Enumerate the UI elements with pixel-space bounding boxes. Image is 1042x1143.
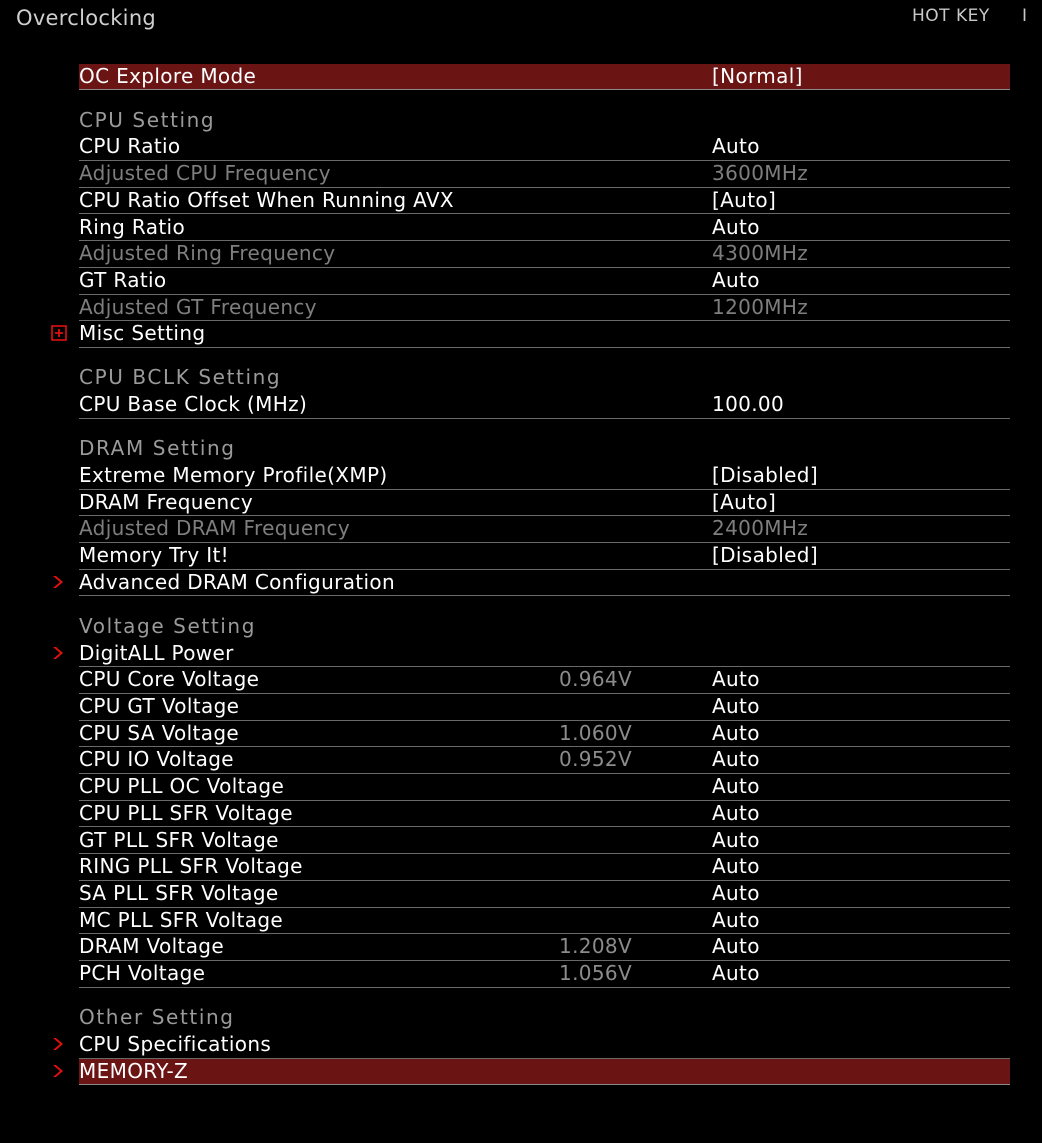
setting-label: CPU SA Voltage bbox=[79, 720, 240, 745]
setting-row-cpu-gt-voltage[interactable] bbox=[79, 694, 1010, 721]
setting-row-xmp[interactable] bbox=[79, 463, 1010, 490]
setting-label: Adjusted GT Frequency bbox=[79, 294, 317, 319]
setting-value[interactable]: [Disabled] bbox=[712, 543, 818, 568]
setting-row-sa-pll-sfr-voltage[interactable] bbox=[79, 881, 1010, 908]
setting-row-dram-voltage[interactable] bbox=[79, 934, 1010, 961]
setting-row-cpu-io-voltage[interactable] bbox=[79, 747, 1010, 774]
setting-row-cpu-specifications[interactable] bbox=[79, 1032, 1010, 1059]
setting-value[interactable]: [Normal] bbox=[712, 63, 803, 88]
setting-label: CPU GT Voltage bbox=[79, 694, 240, 718]
setting-label: CPU Ratio bbox=[79, 134, 181, 159]
setting-row-gt-pll-sfr-voltage[interactable] bbox=[79, 828, 1010, 855]
expand-plus-icon[interactable] bbox=[51, 325, 67, 341]
setting-label: RING PLL SFR Voltage bbox=[79, 854, 303, 879]
setting-value[interactable]: Auto bbox=[712, 720, 760, 745]
setting-row-adjusted-dram-frequency bbox=[79, 516, 1010, 543]
setting-label: GT Ratio bbox=[79, 267, 167, 292]
section-header-label: Voltage Setting bbox=[79, 613, 256, 638]
setting-row-adjusted-ring-frequency bbox=[79, 241, 1010, 268]
page-title: Overclocking bbox=[16, 6, 157, 30]
setting-row-misc-setting[interactable] bbox=[79, 321, 1010, 348]
setting-label: DRAM Frequency bbox=[79, 489, 254, 514]
setting-value: 3600MHz bbox=[712, 161, 809, 186]
hotkey-button[interactable]: HOT KEY bbox=[912, 6, 990, 26]
setting-row-cpu-pll-oc-voltage[interactable] bbox=[79, 774, 1010, 801]
section-header-label: DRAM Setting bbox=[79, 436, 236, 461]
setting-label: CPU PLL SFR Voltage bbox=[79, 800, 293, 825]
setting-row-cpu-core-voltage[interactable] bbox=[79, 667, 1010, 694]
current-voltage-readout: 1.208V bbox=[559, 934, 633, 959]
submenu-arrow-icon bbox=[51, 574, 67, 590]
setting-value[interactable]: Auto bbox=[712, 827, 760, 852]
section-other-setting bbox=[79, 1005, 1010, 1032]
submenu-arrow-icon bbox=[51, 1063, 67, 1079]
setting-row-cpu-ratio-offset-avx[interactable] bbox=[79, 188, 1010, 215]
section-voltage-setting bbox=[79, 614, 1010, 641]
setting-label: MC PLL SFR Voltage bbox=[79, 907, 284, 932]
setting-value[interactable]: Auto bbox=[712, 214, 760, 239]
setting-label: CPU Base Clock (MHz) bbox=[79, 392, 308, 417]
setting-row-adjusted-gt-frequency bbox=[79, 295, 1010, 322]
setting-label: CPU PLL OC Voltage bbox=[79, 774, 285, 799]
setting-row-dram-frequency[interactable] bbox=[79, 490, 1010, 517]
setting-row-cpu-ratio[interactable] bbox=[79, 134, 1010, 161]
setting-value: 2400MHz bbox=[712, 516, 809, 541]
setting-row-pch-voltage[interactable] bbox=[79, 961, 1010, 988]
setting-label: Extreme Memory Profile(XMP) bbox=[79, 463, 388, 487]
setting-label: MEMORY-Z bbox=[79, 1058, 189, 1083]
setting-row-adjusted-cpu-frequency bbox=[79, 161, 1010, 188]
current-voltage-readout: 0.964V bbox=[559, 667, 633, 692]
setting-row-oc-explore-mode[interactable] bbox=[79, 64, 1010, 91]
section-header-label: CPU BCLK Setting bbox=[79, 365, 282, 390]
setting-row-gt-ratio[interactable] bbox=[79, 268, 1010, 295]
setting-value: 4300MHz bbox=[712, 241, 809, 266]
setting-value[interactable]: Auto bbox=[712, 134, 760, 159]
setting-value[interactable]: Auto bbox=[712, 267, 760, 292]
setting-label: DRAM Voltage bbox=[79, 934, 225, 959]
section-cpu-bclk-setting bbox=[79, 365, 1010, 392]
setting-label: CPU IO Voltage bbox=[79, 747, 234, 772]
setting-label: CPU Specifications bbox=[79, 1031, 272, 1056]
setting-row-ring-pll-sfr-voltage[interactable] bbox=[79, 854, 1010, 881]
section-header-label: CPU Setting bbox=[79, 107, 216, 132]
section-cpu-setting bbox=[79, 108, 1010, 135]
setting-label: CPU Core Voltage bbox=[79, 667, 260, 692]
setting-value[interactable]: 100.00 bbox=[712, 392, 785, 417]
setting-row-memory-z[interactable] bbox=[79, 1059, 1010, 1086]
setting-label: Adjusted CPU Frequency bbox=[79, 161, 331, 186]
submenu-arrow-icon bbox=[51, 645, 67, 661]
setting-label: Memory Try It! bbox=[79, 543, 230, 568]
setting-value[interactable]: [Disabled] bbox=[712, 463, 818, 487]
setting-row-cpu-sa-voltage[interactable] bbox=[79, 721, 1010, 748]
setting-label: Ring Ratio bbox=[79, 214, 186, 239]
setting-row-advanced-dram-configuration[interactable] bbox=[79, 570, 1010, 597]
setting-value[interactable]: Auto bbox=[712, 694, 760, 718]
setting-label: DigitALL Power bbox=[79, 640, 234, 665]
setting-label: PCH Voltage bbox=[79, 961, 206, 985]
submenu-arrow-icon bbox=[51, 1036, 67, 1052]
setting-label: CPU Ratio Offset When Running AVX bbox=[79, 187, 454, 212]
setting-row-mc-pll-sfr-voltage[interactable] bbox=[79, 908, 1010, 935]
current-voltage-readout: 1.056V bbox=[559, 961, 633, 985]
setting-value[interactable]: Auto bbox=[712, 800, 760, 825]
setting-row-ring-ratio[interactable] bbox=[79, 215, 1010, 242]
setting-label: GT PLL SFR Voltage bbox=[79, 827, 279, 852]
setting-value[interactable]: Auto bbox=[712, 747, 760, 772]
setting-value[interactable]: Auto bbox=[712, 907, 760, 932]
setting-label: Adjusted Ring Frequency bbox=[79, 241, 336, 266]
setting-label: SA PLL SFR Voltage bbox=[79, 880, 279, 905]
setting-label: OC Explore Mode bbox=[79, 63, 257, 88]
current-voltage-readout: 1.060V bbox=[559, 720, 633, 745]
setting-value: 1200MHz bbox=[712, 294, 809, 319]
setting-label: Misc Setting bbox=[79, 321, 206, 346]
setting-value[interactable]: Auto bbox=[712, 667, 760, 692]
setting-row-cpu-base-clock[interactable] bbox=[79, 392, 1010, 419]
setting-row-digitall-power[interactable] bbox=[79, 641, 1010, 668]
setting-value[interactable]: Auto bbox=[712, 880, 760, 905]
current-voltage-readout: 0.952V bbox=[559, 747, 633, 772]
setting-value[interactable]: Auto bbox=[712, 961, 760, 985]
setting-row-memory-try-it[interactable] bbox=[79, 543, 1010, 570]
setting-value[interactable]: Auto bbox=[712, 854, 760, 879]
section-dram-setting bbox=[79, 436, 1010, 463]
setting-label: Adjusted DRAM Frequency bbox=[79, 516, 351, 541]
setting-label: Advanced DRAM Configuration bbox=[79, 569, 396, 594]
setting-value[interactable]: Auto bbox=[712, 774, 760, 799]
setting-value[interactable]: [Auto] bbox=[712, 187, 777, 212]
setting-value[interactable]: Auto bbox=[712, 934, 760, 959]
hotkey-separator: I bbox=[1022, 6, 1028, 26]
setting-value[interactable]: [Auto] bbox=[712, 489, 777, 514]
setting-row-cpu-pll-sfr-voltage[interactable] bbox=[79, 801, 1010, 828]
section-header-label: Other Setting bbox=[79, 1005, 235, 1030]
